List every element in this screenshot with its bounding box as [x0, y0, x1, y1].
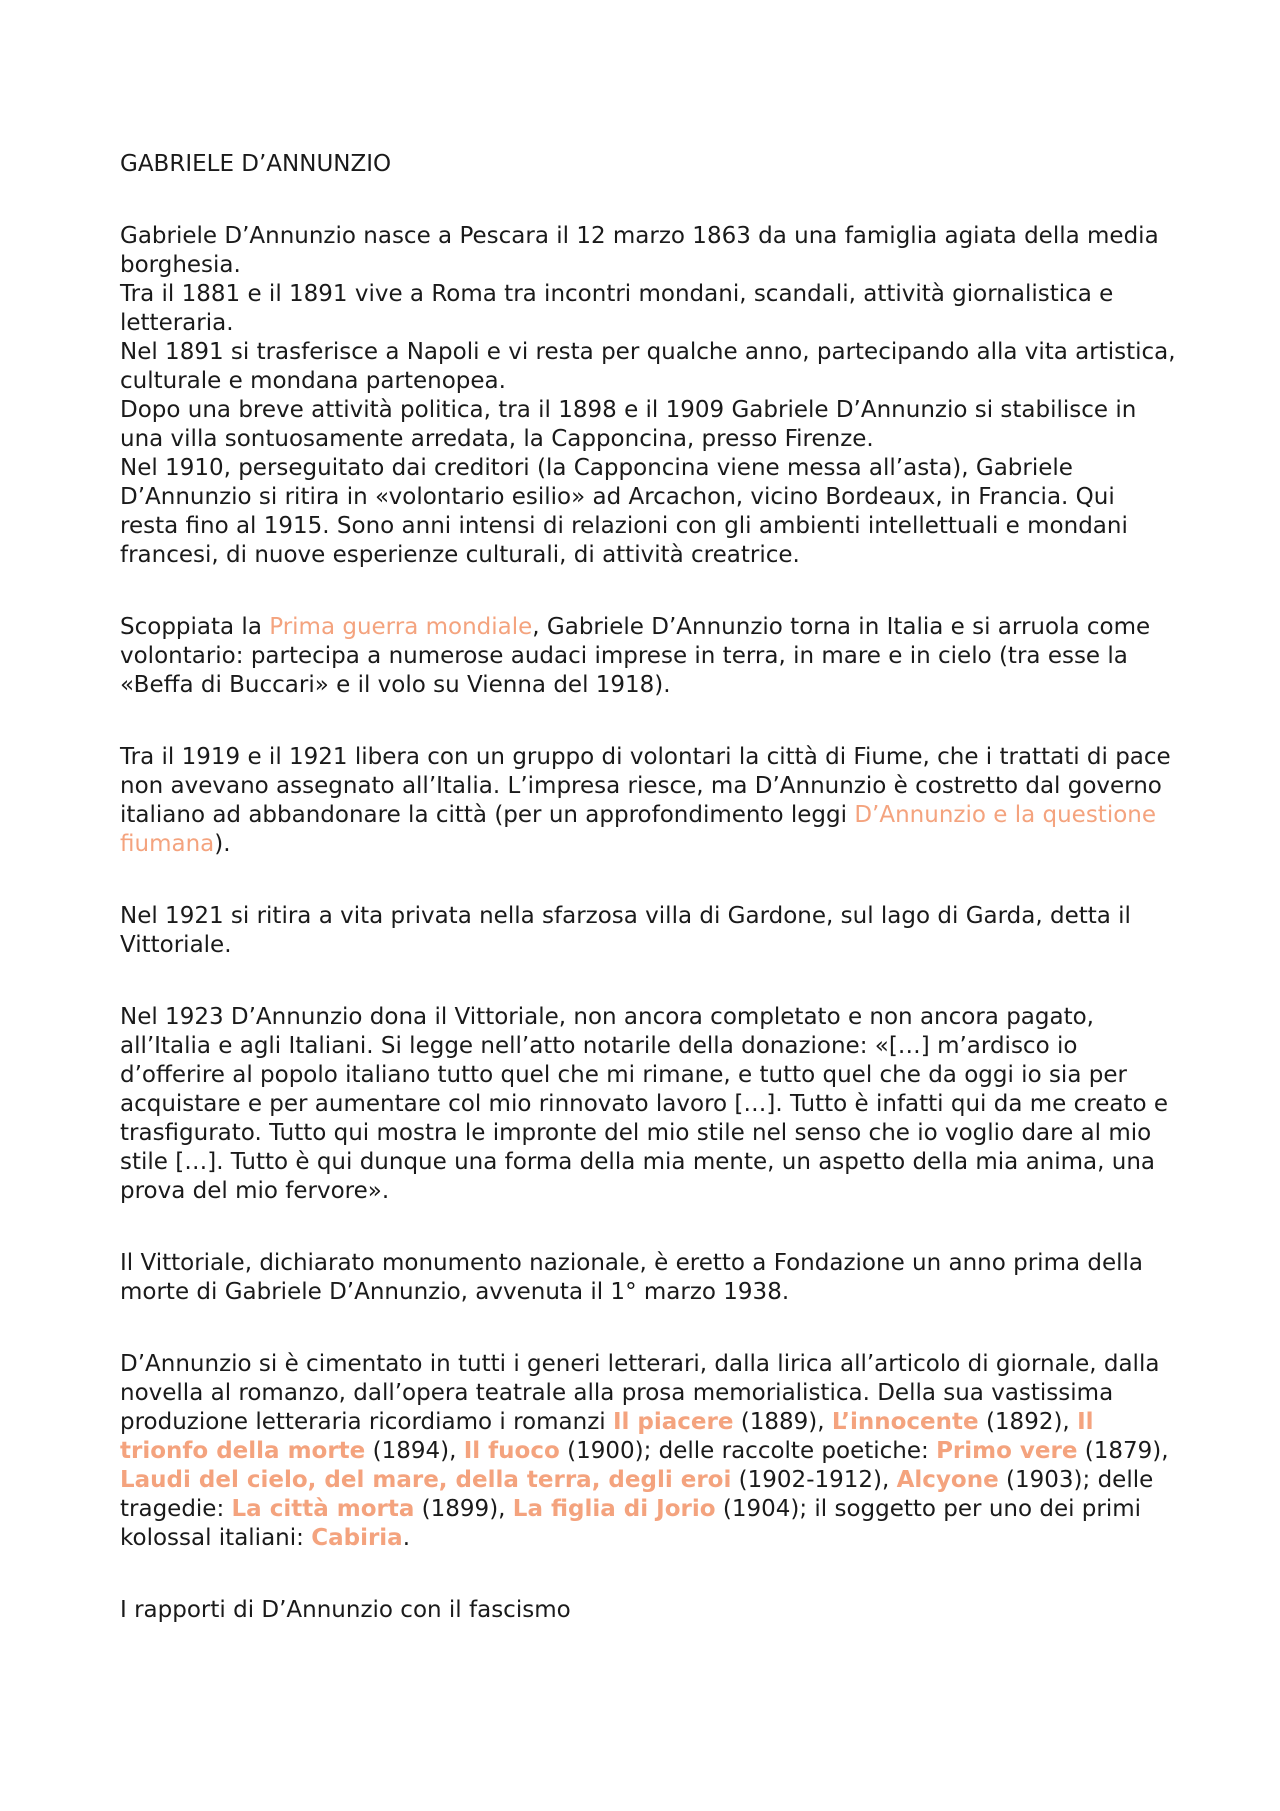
paragraph-biography — [120, 222, 1180, 570]
works-text: . — [402, 1525, 411, 1551]
link-primo-vere[interactable]: Primo vere — [936, 1438, 1078, 1464]
paragraph-gardone: Nel 1921 si ritira a vita privata nella sfarzosa villa di Gardone, sul lago di Garda, detta il Vittoriale. — [120, 903, 1131, 958]
works-text: (1900); delle raccolte poetiche: — [559, 1438, 937, 1464]
link-la-figlia-di-jorio[interactable]: La figlia di Jorio — [512, 1496, 716, 1522]
war-text-after: , Gabriele D’Annunzio torna in Italia e si arruola come volontario: partecipa a numerose audaci imprese in terra, in mare e in cielo (tra esse la «Beffa di Buccari» e il volo su Vienna del 1918). — [120, 614, 1151, 698]
paragraph-war — [120, 613, 1180, 700]
paragraph-monument: Il Vittoriale, dichiarato monumento nazionale, è eretto a Fondazione un anno prima della morte di Gabriele D’Annunzio, avvenuta il 1° marzo 1938. — [120, 1250, 1144, 1305]
works-text: (1894), — [365, 1438, 464, 1464]
paragraph-works — [120, 1350, 1180, 1553]
link-alcyone[interactable]: Alcyone — [896, 1467, 999, 1493]
link-questione-fiumana[interactable]: D’Annunzio e la questione fiumana — [120, 802, 1157, 857]
bio-line-5: Nel 1910, perseguitato dai creditori (la Capponcina viene messa all’asta), Gabriele D’Annunzio si ritira in «volontario esilio» ad Arcachon, vicino Bordeaux, in Francia. Qui resta fino al 1915. Sono anni intensi di relazioni con gli ambienti intellettuali e mondani francesi, di nuove esperienze culturali, di attività creatrice. — [120, 455, 1128, 568]
works-text: (1892), — [978, 1409, 1078, 1435]
link-il-fuoco[interactable]: Il fuoco — [463, 1438, 560, 1464]
works-text: (1899), — [414, 1496, 513, 1522]
section-heading-fascismo: I rapporti di D’Annunzio con il fascismo — [120, 1597, 571, 1623]
bio-line-2: Tra il 1881 e il 1891 vive a Roma tra incontri mondani, scandali, attività giornalistica e letteraria. — [120, 281, 1114, 336]
works-text: (1904); il soggetto per uno dei primi kolossal italiani: — [120, 1496, 1142, 1551]
works-text: (1879), — [1077, 1438, 1169, 1464]
link-cabiria[interactable]: Cabiria — [311, 1525, 403, 1551]
link-laudi[interactable]: Laudi del cielo, del mare, della terra, degli eroi — [120, 1467, 732, 1493]
document-body — [120, 150, 1180, 1625]
page-title: GABRIELE D’ANNUNZIO — [120, 151, 392, 177]
works-text: (1889), — [733, 1409, 832, 1435]
paragraph-donation: Nel 1923 D’Annunzio dona il Vittoriale, non ancora completato e non ancora pagato, all’Italia e agli Italiani. Si legge nell’atto notarile della donazione: «[…] m’ardisco io d’offerire al popolo italiano tutto quel che mi rimane, e tutto quel che da oggi io sia per acquistare e per aumentare col mio rinnovato lavoro […]. Tutto è infatti qui da me creato e trasfigurato. Tutto qui mostra le impronte del mio stile nel senso che io voglio dare al mio stile […]. Tutto è qui dunque una forma della mia mente, un aspetto della mia anima, una prova del mio fervore». — [120, 1004, 1169, 1204]
fiume-text-before: Tra il 1919 e il 1921 libera con un gruppo di volontari la città di Fiume, che i trattati di pace non avevano assegnato all’Italia. L’impresa riesce, ma D’Annunzio è costretto dal governo italiano ad abbandonare la città (per un approfondimento leggi — [120, 744, 1171, 828]
link-la-citta-morta[interactable]: La città morta — [231, 1496, 415, 1522]
war-text-before: Scoppiata la — [120, 614, 270, 640]
works-text: D’Annunzio si è cimentato in tutti i generi letterari, dalla lirica all’articolo di giornale, dalla novella al romanzo, dall’opera teatrale alla prosa memorialistica. Della sua vastissima produzione letteraria ricordiamo i romanzi — [120, 1351, 1160, 1435]
link-prima-guerra-mondiale[interactable]: Prima guerra mondiale — [269, 614, 533, 640]
bio-line-4: Dopo una breve attività politica, tra il 1898 e il 1909 Gabriele D’Annunzio si stabilisce in una villa sontuosamente arredata, la Capponcina, presso Firenze. — [120, 397, 1137, 452]
bio-line-1: Gabriele D’Annunzio nasce a Pescara il 12 marzo 1863 da una famiglia agiata della media borghesia. — [120, 223, 1159, 278]
link-l-innocente[interactable]: L’innocente — [831, 1409, 979, 1435]
works-text: (1903); delle tragedie: — [120, 1467, 1154, 1522]
works-text: (1902-1912), — [731, 1467, 897, 1493]
fiume-text-after: ). — [214, 831, 231, 857]
link-il-piacere[interactable]: Il piacere — [612, 1409, 734, 1435]
bio-line-3: Nel 1891 si trasferisce a Napoli e vi resta per qualche anno, partecipando alla vita artistica, culturale e mondana partenopea. — [120, 339, 1176, 394]
paragraph-fiume — [120, 743, 1180, 859]
link-il-trionfo-della-morte[interactable]: Il trionfo della morte — [120, 1409, 1094, 1464]
